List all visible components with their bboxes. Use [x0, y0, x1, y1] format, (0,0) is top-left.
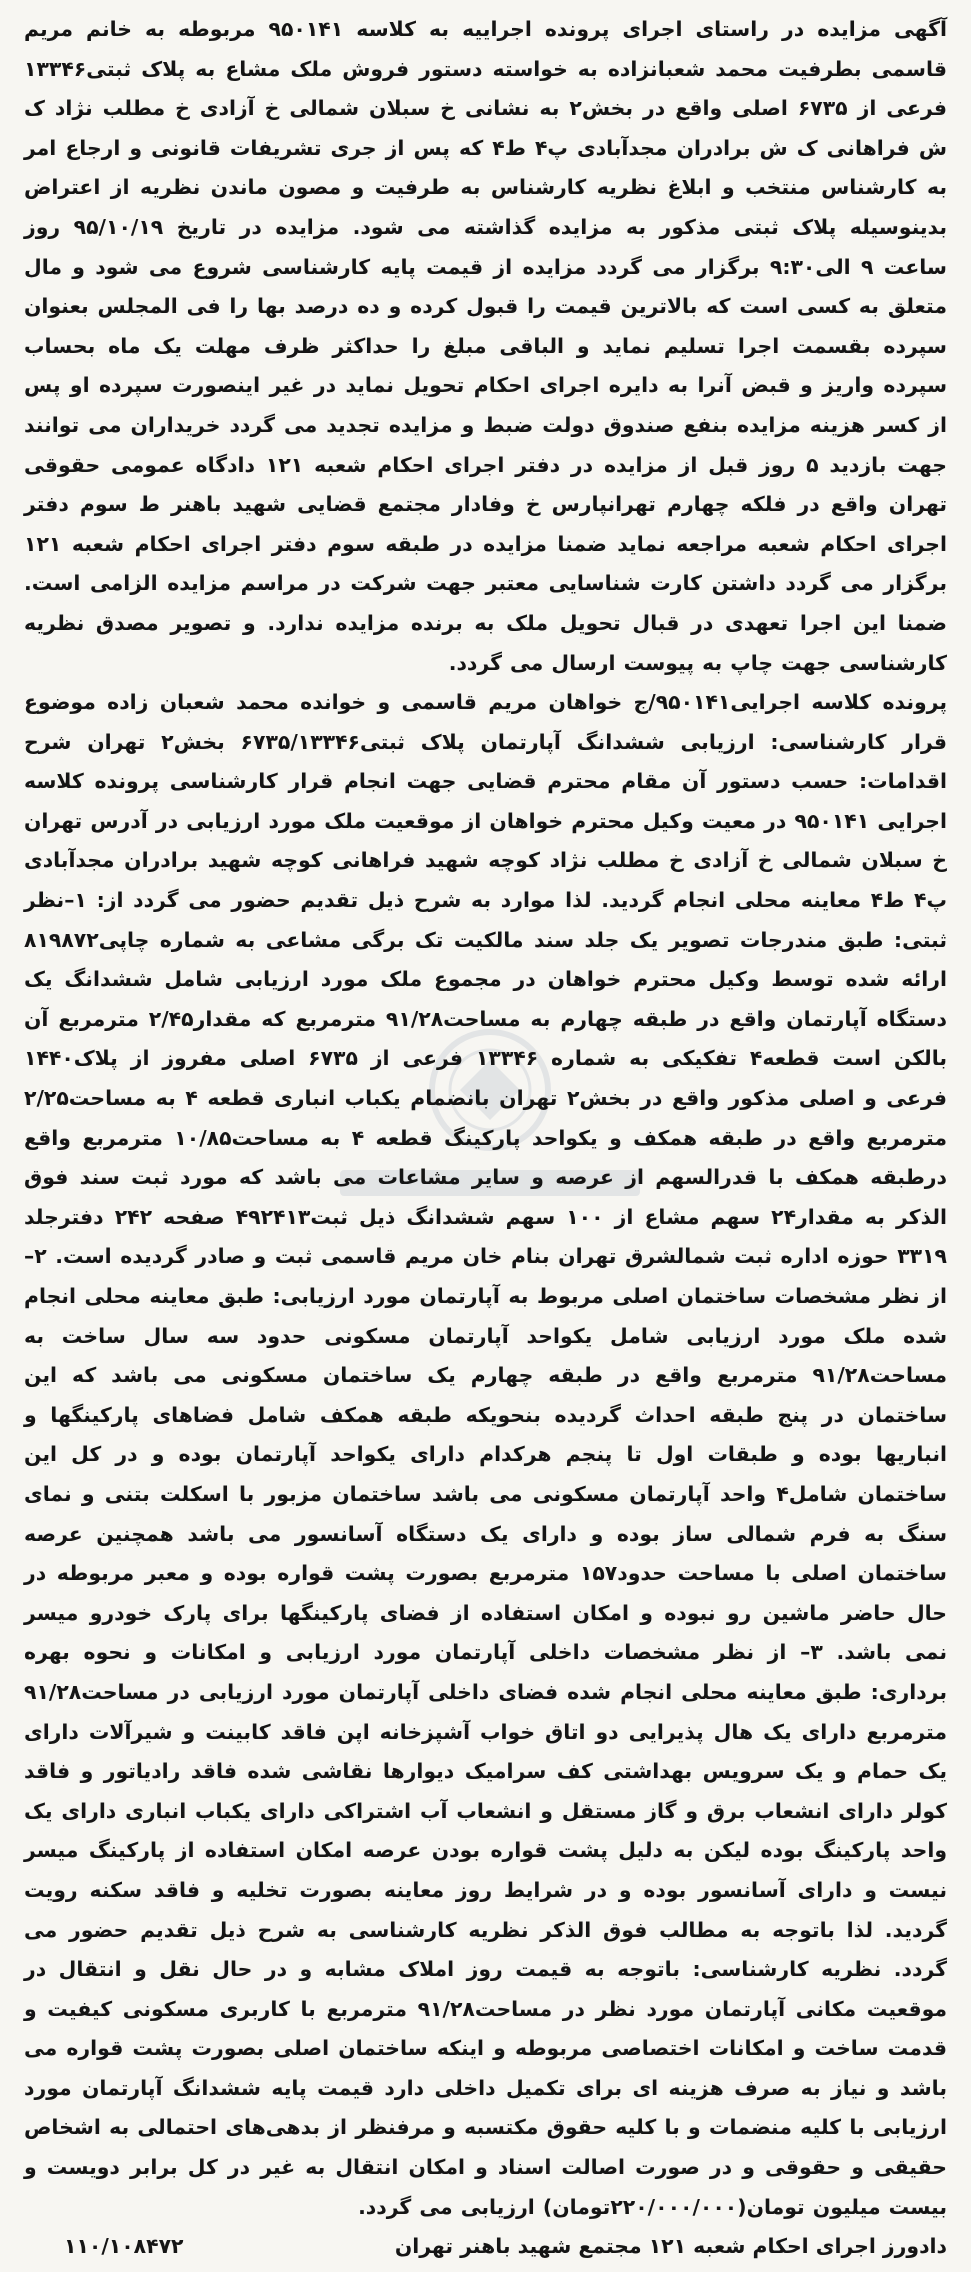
auction-notice-body	[24, 10, 947, 2227]
reference-number: ۱۱۰/۱۰۸۴۷۲	[64, 2234, 184, 2258]
expert-report-paragraph: پرونده کلاسه اجرایی۹۵۰۱۴۱/ج خواهان مریم قاسمی و خوانده محمد شعبان زاده موضوع قرار کارشناسی: ارزیابی ششدانگ آپارتمان پلاک ثبتی۶۷۳۵/۱۳۳۴۶ بخش۲ تهران شرح اقدامات: حسب دستور آن مقام محترم قضایی جهت انجام قرار کارشناسی پرونده کلاسه اجرایی ۹۵۰۱۴۱ در معیت وکیل محترم خواهان از موقعیت ملک مورد ارزیابی در آدرس تهران خ سبلان شمالی خ آزادی خ مطلب نژاد کوچه شهید فراهانی کوچه شهید برادران مجدآبادی پ۴ ط۴ معاینه محلی انجام گردید. لذا موارد به شرح ذیل تقدیم حضور می گردد از: ۱–نظر ثبتی: طبق مندرجات تصویر یک جلد سند مالکیت تک برگی مشاعی به شماره چاپی۸۱۹۸۷۲ ارائه شده توسط وکیل محترم خواهان در مجموع ملک مورد ارزیابی شامل ششدانگ یک دستگاه آپارتمان واقع در طبقه چهارم به مساحت۹۱/۲۸ مترمربع که مقدار۲/۴۵ مترمربع آن بالکن است قطعه۴ تفکیکی به شماره ۱۳۳۴۶ فرعی از ۶۷۳۵ اصلی مفروز از پلاک۱۴۴۰ فرعی و اصلی مذکور واقع در بخش۲ تهران بانضمام یکباب انباری قطعه ۴ به مساحت۲/۲۵ مترمربع واقع در طبقه همکف و یکواحد پارکینگ قطعه ۴ به مساحت۱۰/۸۵ مترمربع واقع درطبقه همکف با قدرالسهم از عرصه و سایر مشاعات می باشد که مورد ثبت سند فوق الذکر به مقدار۲۴ سهم مشاع از ۱۰۰ سهم ششدانگ ذیل ثبت۴۹۲۴۱۳ صفحه ۲۴۲ دفترجلد ۳۳۱۹ حوزه اداره ثبت شمالشرق تهران بنام خان مریم قاسمی ثبت و صادر گردیده است. ۲– از نظر مشخصات ساختمان اصلی مربوط به آپارتمان مورد ارزیابی: طبق معاینه محلی انجام شده ملک مورد ارزیابی شامل یکواحد آپارتمان مسکونی حدود سه سال ساخت به مساحت۹۱/۲۸ مترمربع واقع در طبقه چهارم یک ساختمان مسکونی می باشد که این ساختمان در پنج طبقه احداث گردیده بنحویکه طبقه همکف شامل فضاهای پارکینگها و انباریها بوده و طبقات اول تا پنجم هرکدام دارای یکواحد آپارتمان بوده و در کل این ساختمان شامل۴ واحد آپارتمان مسکونی می باشد ساختمان مزبور با اسکلت بتنی و نمای سنگ به فرم شمالی ساز بوده و دارای یک دستگاه آسانسور می باشد همچنین عرصه ساختمان اصلی با مساحت حدود۱۵۷ مترمربع بصورت پشت قواره بوده و معبر مربوطه در حال حاضر ماشین رو نبوده و امکان استفاده از فضای پارکینگها برای پارک خودرو میسر نمی باشد. ۳– از نظر مشخصات داخلی آپارتمان مورد ارزیابی و امکانات و نحوه بهره برداری: طبق معاینه محلی انجام شده فضای داخلی آپارتمان مورد ارزیابی در مساحت۹۱/۲۸ مترمربع دارای یک هال پذیرایی دو اتاق خواب آشپزخانه اپن فاقد کابینت و شیرآلات دارای یک حمام و یک سرویس بهداشتی کف سرامیک دیوارها نقاشی شده فاقد رادیاتور و فاقد کولر دارای انشعاب برق و گاز مستقل و انشعاب آب اشتراکی دارای یکباب انباری دارای یک واحد پارکینگ بوده لیکن به دلیل پشت قواره بودن عرصه امکان استفاده از پارکینگ میسر نیست و دارای آسانسور بوده و در شرایط روز معاینه بصورت تخلیه و فاقد سکنه رویت گردید. لذا باتوجه به مطالب فوق الذکر نظریه کارشناسی به شرح ذیل تقدیم حضور می گردد. نظریه کارشناسی: باتوجه به قیمت روز املاک مشابه و در حال نقل و انتقال در موقعیت مکانی آپارتمان مورد نظر در مساحت۹۱/۲۸ مترمربع با کاربری مسکونی کیفیت و قدمت ساخت و امکانات اختصاصی مربوطه و اینکه ساختمان اصلی بصورت پشت قواره می باشد و نیاز به صرف هزینه ای برای تکمیل داخلی دارد قیمت پایه ششدانگ آپارتمان مورد ارزیابی با کلیه منضمات و با کلیه حقوق مکتسبه و مرفنظر از بدهی‌های احتمالی به اشخاص حقیقی و حقوقی و در صورت اصالت اسناد و امکان انتقال به غیر در کل برابر دویست و بیست میلیون تومان(۲۲۰/۰۰۰/۰۰۰تومان) ارزیابی می گردد.	[24, 690, 948, 2219]
notice-footer	[24, 2228, 947, 2264]
issuing-court-signature: دادورز اجرای احکام شعبه ۱۲۱ مجتمع شهید باهنر تهران	[394, 2234, 947, 2258]
auction-notice-paragraph: آگهی مزایده در راستای اجرای پرونده اجراییه به کلاسه ۹۵۰۱۴۱ مربوطه به خانم مریم قاسمی بطرفیت محمد شعبانزاده به خواسته دستور فروش ملک مشاع به پلاک ثبتی۱۳۳۴۶ فرعی از ۶۷۳۵ اصلی واقع در بخش۲ به نشانی خ سبلان شمالی خ آزادی خ مطلب نژاد ک ش فراهانی ک ش برادران مجدآبادی پ۴ ط۴ که پس از جری تشریفات قانونی و ارجاع امر به کارشناس منتخب و ابلاغ نظریه کارشناس به طرفیت و مصون ماندن نظریه از اعتراض بدینوسیله پلاک ثبتی مذکور به مزایده گذاشته می شود. مزایده در تاریخ ۹۵/۱۰/۱۹ روز ساعت ۹ الی۹:۳۰ برگزار می گردد مزایده از قیمت پایه کارشناسی شروع می شود و مال متعلق به کسی است که بالاترین قیمت را قبول کرده و ده درصد بها را فی المجلس بعنوان سپرده بقسمت اجرا تسلیم نماید و الباقی مبلغ را حداکثر ظرف مهلت یک ماه بحساب سپرده واریز و قبض آنرا به دایره اجرای احکام تحویل نماید در غیر اینصورت سپرده او پس از کسر هزینه مزایده بنفع صندوق دولت ضبط و مزایده تجدید می گردد خریداران می توانند جهت بازدید ۵ روز قبل از مزایده در دفتر اجرای احکام شعبه ۱۲۱ دادگاه عمومی حقوقی تهران واقع در فلکه چهارم تهرانپارس خ وفادار مجتمع قضایی شهید باهنر ط سوم دفتر اجرای احکام شعبه مراجعه نماید ضمنا مزایده در طبقه سوم دفتر اجرای احکام شعبه ۱۲۱ برگزار می گردد داشتن کارت شناسایی معتبر جهت شرکت در مراسم مزایده الزامی است. ضمنا این اجرا تعهدی در قبال تحویل ملک به برنده مزایده ندارد. و تصویر مصدق نظریه کارشناسی جهت چاپ به پیوست ارسال می گردد.	[24, 17, 948, 675]
